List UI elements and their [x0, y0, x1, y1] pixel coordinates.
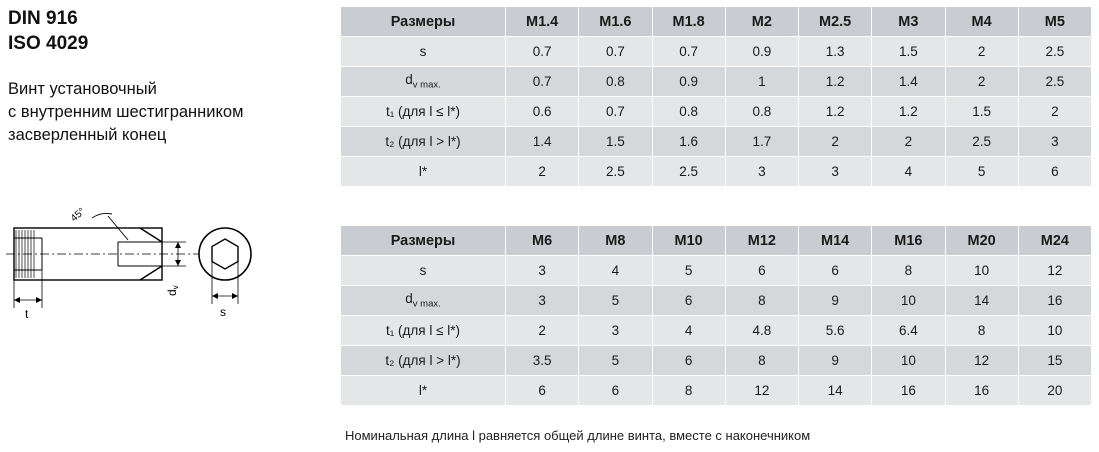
table-1-col-7: M5 [1018, 7, 1091, 37]
product-description [8, 78, 338, 147]
table-1-header-row [341, 7, 1092, 37]
table-1-cell-1-3: 1 [725, 67, 798, 97]
table-row [341, 157, 1092, 187]
table-1-col-5: M3 [872, 7, 945, 37]
standard-title [8, 6, 338, 56]
table-2-cell-1-5: 10 [872, 286, 945, 316]
table-1-col-1: M1.6 [579, 7, 652, 37]
table-1-cell-0-3: 0.9 [725, 37, 798, 67]
table-2-cell-0-5: 8 [872, 256, 945, 286]
table-2-cell-2-5: 6.4 [872, 316, 945, 346]
standard-iso: ISO 4029 [8, 33, 89, 54]
table-2-cell-4-5: 16 [872, 376, 945, 406]
dv-label: dv [165, 285, 180, 296]
table-1-cell-1-5: 1.4 [872, 67, 945, 97]
table-1-col-0: M1.4 [506, 7, 579, 37]
table-1-row-4-label: l* [341, 157, 506, 187]
table-2-cell-0-2: 5 [652, 256, 725, 286]
table-1-cell-0-5: 1.5 [872, 37, 945, 67]
standard-din: DIN 916 [8, 8, 78, 29]
table-1-cell-0-0: 0.7 [506, 37, 579, 67]
table-1-cell-4-0: 2 [506, 157, 579, 187]
table-1-cell-4-4: 3 [799, 157, 872, 187]
table-2-col-3: M12 [725, 226, 798, 256]
table-2-cell-3-1: 5 [579, 346, 652, 376]
table-2-cell-2-6: 8 [945, 316, 1018, 346]
table-2-cell-2-1: 3 [579, 316, 652, 346]
technical-drawing [0, 196, 340, 326]
table-2-cell-3-3: 8 [725, 346, 798, 376]
table-1-col-3: M2 [725, 7, 798, 37]
t-label: t [25, 307, 29, 321]
table-2-cell-4-4: 14 [799, 376, 872, 406]
table-1-cell-1-2: 0.9 [652, 67, 725, 97]
table-2-cell-0-6: 10 [945, 256, 1018, 286]
table-row [341, 376, 1092, 406]
table-1-cell-0-6: 2 [945, 37, 1018, 67]
description-line-1: Винт установочный [8, 80, 157, 98]
table-1-cell-1-4: 1.2 [799, 67, 872, 97]
table-1-row-3-label: t₂ (для l > l*) [341, 127, 506, 157]
table-1-cell-3-7: 3 [1018, 127, 1091, 157]
table-2-header-row [341, 226, 1092, 256]
table-2-col-4: M14 [799, 226, 872, 256]
table-2-row-4-label: l* [341, 376, 506, 406]
table-2-cell-1-1: 5 [579, 286, 652, 316]
table-row [341, 97, 1092, 127]
table-1-cell-4-6: 5 [945, 157, 1018, 187]
table-2-cell-1-2: 6 [652, 286, 725, 316]
table-1-row-2-label: t₁ (для l ≤ l*) [341, 97, 506, 127]
table-2-col-5: M16 [872, 226, 945, 256]
angle-label: 45° [68, 206, 88, 225]
footnote: Номинальная длина l равняется общей длине винта, вместе с наконечником [345, 428, 811, 443]
table-2-cell-3-7: 15 [1018, 346, 1091, 376]
table-1-cell-2-0: 0.6 [506, 97, 579, 127]
table-2-cell-1-3: 8 [725, 286, 798, 316]
table-row [341, 127, 1092, 157]
table-2 [340, 225, 1092, 406]
table-2-col-6: M20 [945, 226, 1018, 256]
description-line-3: засверленный конец [8, 126, 167, 144]
table-1-cell-3-3: 1.7 [725, 127, 798, 157]
dimensions-table-large [340, 225, 1092, 406]
table-2-col-1: M8 [579, 226, 652, 256]
description-line-2: с внутренним шестигранником [8, 103, 244, 121]
table-2-cell-2-2: 4 [652, 316, 725, 346]
table-2-col-7: M24 [1018, 226, 1091, 256]
table-2-cell-2-7: 10 [1018, 316, 1091, 346]
table-2-cell-1-6: 14 [945, 286, 1018, 316]
table-1-col-6: M4 [945, 7, 1018, 37]
table-2-row-3-label: t₂ (для l > l*) [341, 346, 506, 376]
table-1-cell-0-7: 2.5 [1018, 37, 1091, 67]
table-2-cell-0-4: 6 [799, 256, 872, 286]
table-1-cell-4-2: 2.5 [652, 157, 725, 187]
table-2-cell-4-1: 6 [579, 376, 652, 406]
table-2-row-header: Размеры [341, 226, 506, 256]
table-2-cell-3-5: 10 [872, 346, 945, 376]
table-1-col-4: M2.5 [799, 7, 872, 37]
table-1-cell-4-1: 2.5 [579, 157, 652, 187]
hex-socket [212, 239, 238, 269]
table-1-cell-3-0: 1.4 [506, 127, 579, 157]
table-row [341, 286, 1092, 316]
dimensions-table-small [340, 6, 1092, 187]
table-2-cell-0-0: 3 [506, 256, 579, 286]
table-1-cell-1-0: 0.7 [506, 67, 579, 97]
table-2-cell-2-4: 5.6 [799, 316, 872, 346]
table-2-cell-1-7: 16 [1018, 286, 1091, 316]
table-2-cell-4-7: 20 [1018, 376, 1091, 406]
s-label: s [220, 305, 226, 319]
table-1-cell-1-1: 0.8 [579, 67, 652, 97]
table-1-cell-3-5: 2 [872, 127, 945, 157]
set-screw-drawing-svg [0, 196, 340, 326]
left-info-column [8, 6, 338, 147]
table-2-cell-4-0: 6 [506, 376, 579, 406]
table-2-cell-4-6: 16 [945, 376, 1018, 406]
table-1-cell-4-5: 4 [872, 157, 945, 187]
table-1-cell-2-5: 1.2 [872, 97, 945, 127]
table-2-col-2: M10 [652, 226, 725, 256]
table-1-row-1-label: $d_{v max.}$ [341, 67, 506, 97]
table-2-cell-1-4: 9 [799, 286, 872, 316]
table-2-cell-1-0: 3 [506, 286, 579, 316]
table-1-cell-3-2: 1.6 [652, 127, 725, 157]
table-1-cell-3-4: 2 [799, 127, 872, 157]
table-1-cell-4-3: 3 [725, 157, 798, 187]
table-2-cell-4-2: 8 [652, 376, 725, 406]
table-1-cell-0-1: 0.7 [579, 37, 652, 67]
table-1-row-0-label: s [341, 37, 506, 67]
table-1 [340, 6, 1092, 187]
table-row [341, 256, 1092, 286]
table-1-cell-0-4: 1.3 [799, 37, 872, 67]
table-2-row-0-label: s [341, 256, 506, 286]
table-1-cell-3-6: 2.5 [945, 127, 1018, 157]
table-2-cell-0-1: 4 [579, 256, 652, 286]
table-1-cell-2-3: 0.8 [725, 97, 798, 127]
table-2-cell-4-3: 12 [725, 376, 798, 406]
table-row [341, 346, 1092, 376]
table-row [341, 316, 1092, 346]
table-2-col-0: M6 [506, 226, 579, 256]
table-1-cell-2-4: 1.2 [799, 97, 872, 127]
table-2-cell-3-0: 3.5 [506, 346, 579, 376]
table-2-cell-0-3: 6 [725, 256, 798, 286]
table-1-cell-4-7: 6 [1018, 157, 1091, 187]
table-1-cell-0-2: 0.7 [652, 37, 725, 67]
table-1-cell-3-1: 1.5 [579, 127, 652, 157]
table-2-cell-3-4: 9 [799, 346, 872, 376]
table-1-cell-2-1: 0.7 [579, 97, 652, 127]
table-1-cell-2-6: 1.5 [945, 97, 1018, 127]
table-2-cell-2-0: 2 [506, 316, 579, 346]
table-2-row-1-label: $d_{v max.}$ [341, 286, 506, 316]
table-1-cell-2-7: 2 [1018, 97, 1091, 127]
table-2-cell-3-6: 12 [945, 346, 1018, 376]
table-2-cell-0-7: 12 [1018, 256, 1091, 286]
table-1-cell-1-7: 2.5 [1018, 67, 1091, 97]
table-1-cell-1-6: 2 [945, 67, 1018, 97]
table-row [341, 67, 1092, 97]
table-1-row-header: Размеры [341, 7, 506, 37]
table-1-cell-2-2: 0.8 [652, 97, 725, 127]
table-2-cell-2-3: 4.8 [725, 316, 798, 346]
table-2-row-2-label: t₁ (для l ≤ l*) [341, 316, 506, 346]
table-row [341, 37, 1092, 67]
table-1-col-2: M1.8 [652, 7, 725, 37]
table-2-cell-3-2: 6 [652, 346, 725, 376]
